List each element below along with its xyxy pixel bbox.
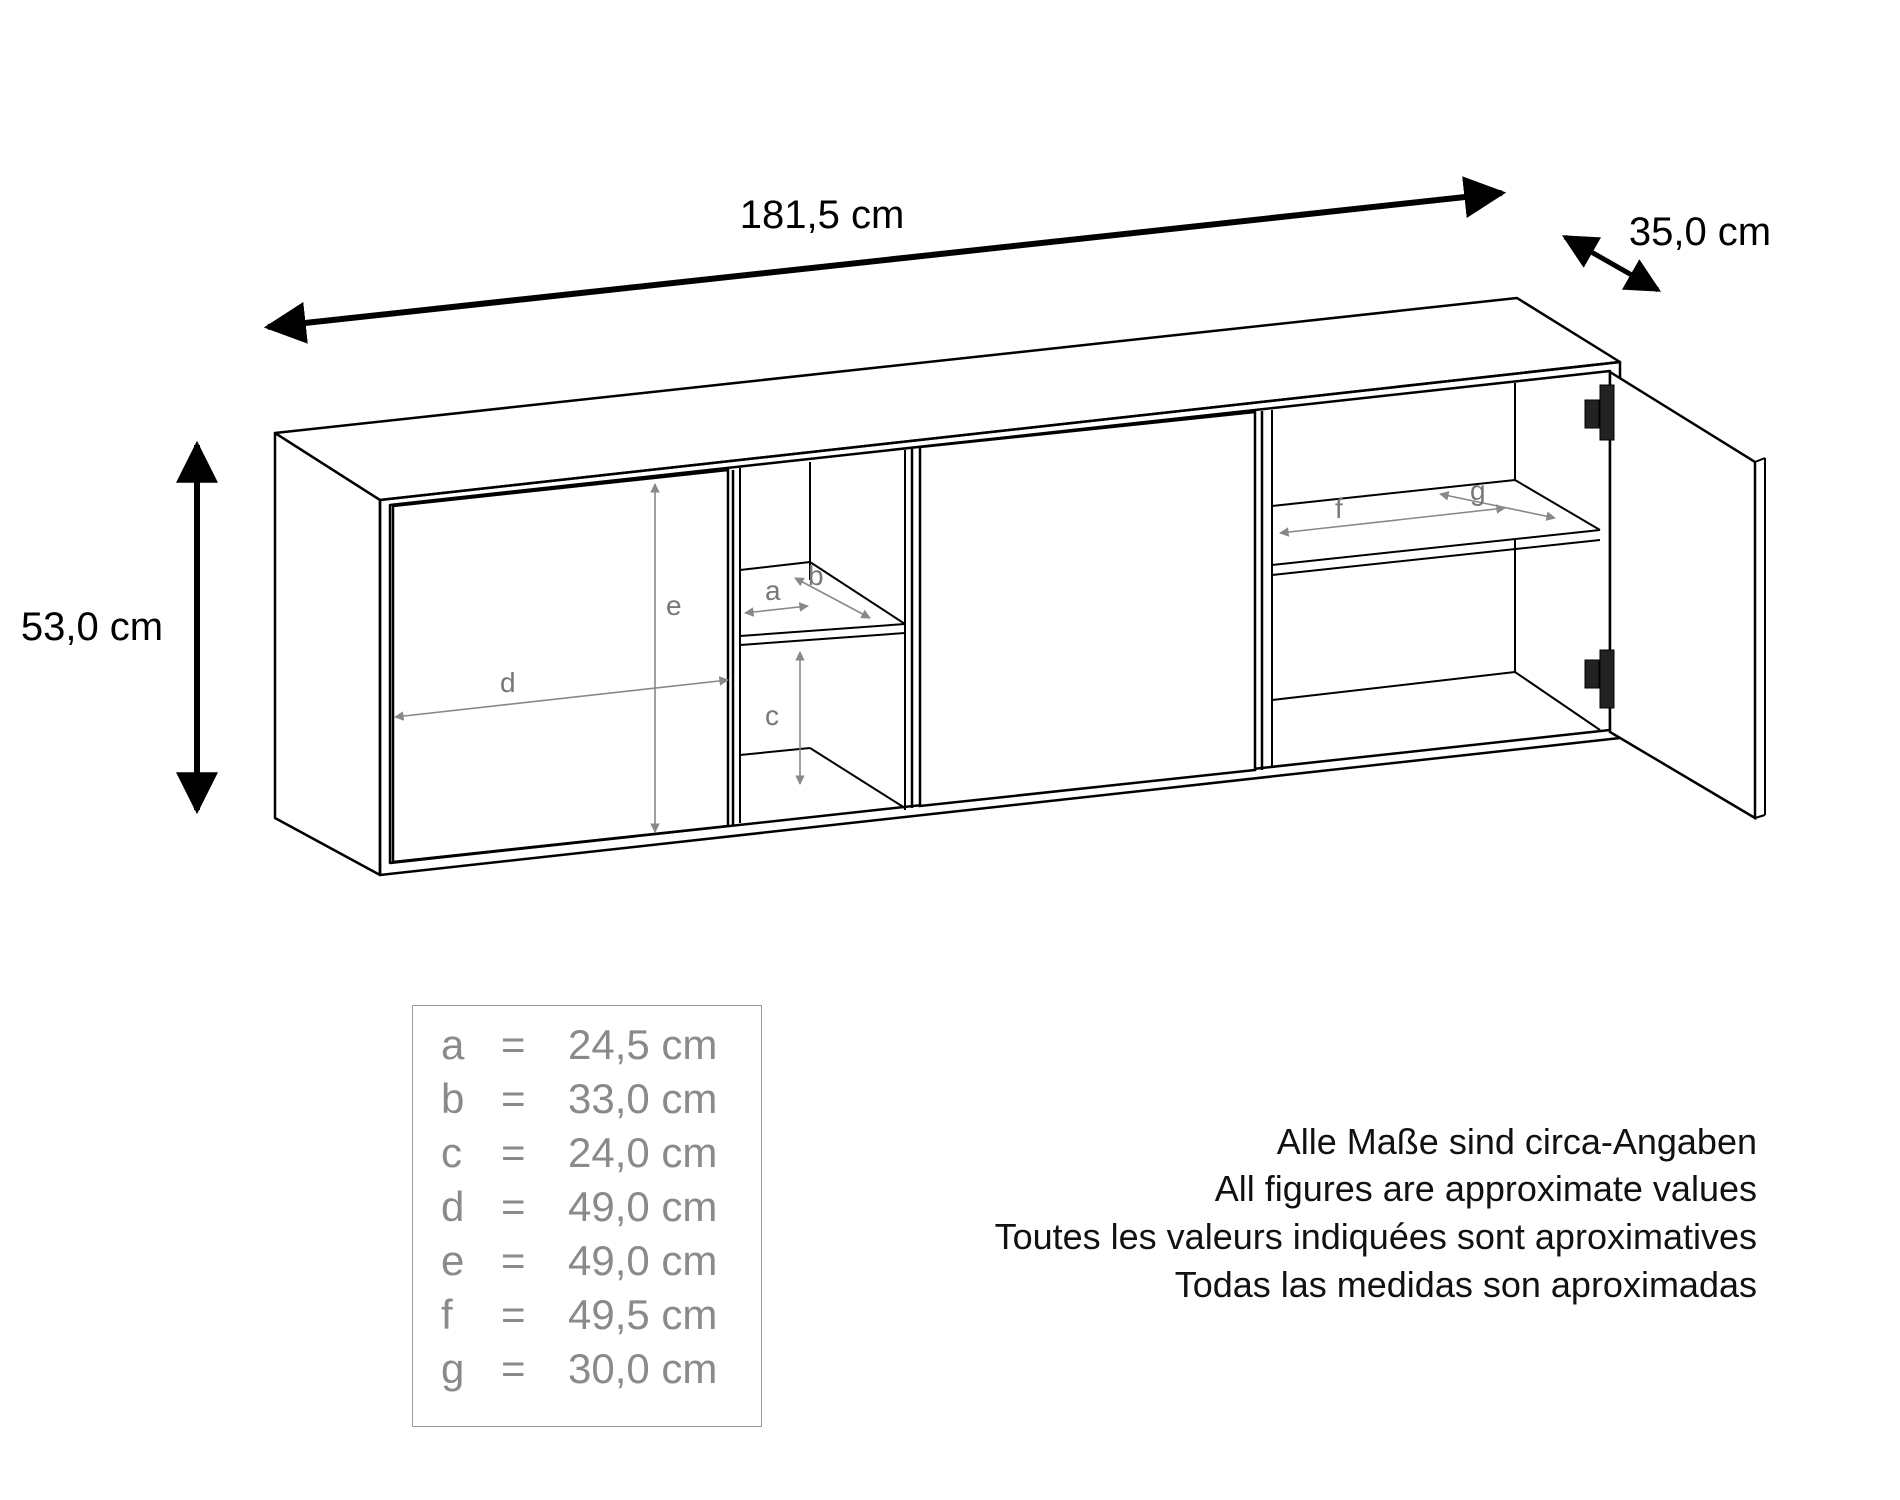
legend-value: 30,0 cm: [568, 1345, 718, 1392]
legend-equals: =: [501, 1075, 526, 1122]
legend-row: [413, 1288, 763, 1342]
note-french: Toutes les valeurs indiquées sont aproximatives: [994, 1216, 1757, 1257]
note-german: Alle Maße sind circa-Angaben: [1276, 1121, 1757, 1162]
label-a: a: [765, 575, 781, 606]
label-d: d: [500, 667, 516, 698]
depth-dimension-label: 35,0 cm: [1628, 210, 1772, 254]
measure-g-arrow: [1440, 494, 1555, 518]
legend-value: 49,0 cm: [568, 1183, 718, 1230]
open-compartment-left: [740, 450, 905, 823]
label-b: b: [808, 560, 824, 591]
legend-letter: c: [441, 1129, 462, 1176]
legend-letter: e: [441, 1237, 465, 1284]
note-spanish: Todas las medidas son aproximadas: [1174, 1264, 1757, 1305]
label-f: f: [1335, 493, 1343, 524]
legend-value: 24,5 cm: [568, 1021, 718, 1068]
legend-equals: =: [501, 1021, 526, 1068]
legend-value: 24,0 cm: [568, 1129, 718, 1176]
legend-row: [413, 1234, 763, 1288]
right-door-open: [1610, 372, 1755, 818]
legend-equals: =: [501, 1183, 526, 1230]
note-english: All figures are approximate values: [1214, 1168, 1757, 1209]
label-c: c: [765, 700, 779, 731]
legend-equals: =: [501, 1237, 526, 1284]
measure-a-arrow: [745, 606, 808, 613]
legend-row: [413, 1180, 763, 1234]
middle-door: [920, 412, 1255, 806]
measurement-legend: [412, 1005, 762, 1427]
measure-b-arrow: [795, 578, 870, 618]
legend-value: 33,0 cm: [568, 1075, 718, 1122]
measure-f-arrow: [1280, 508, 1505, 533]
legend-letter: g: [441, 1345, 465, 1392]
legend-equals: =: [501, 1291, 526, 1338]
legend-letter: f: [441, 1291, 453, 1338]
label-e: e: [666, 590, 682, 621]
legend-row: [413, 1072, 763, 1126]
legend-value: 49,0 cm: [568, 1237, 718, 1284]
legend-row: [413, 1126, 763, 1180]
width-dimension-label: 181,5 cm: [739, 193, 905, 237]
left-door: [393, 470, 728, 862]
legend-equals: =: [501, 1129, 526, 1176]
legend-value: 49,5 cm: [568, 1291, 718, 1338]
legend-equals: =: [501, 1345, 526, 1392]
legend-row: [413, 1018, 763, 1072]
label-g: g: [1470, 475, 1486, 506]
legend-letter: a: [441, 1021, 465, 1068]
legend-letter: d: [441, 1183, 465, 1230]
legend-letter: b: [441, 1075, 465, 1122]
height-dimension-label: 53,0 cm: [20, 605, 164, 649]
open-compartment-right: [1272, 383, 1600, 768]
cabinet-left-side: [275, 433, 380, 875]
legend-row: [413, 1342, 763, 1396]
